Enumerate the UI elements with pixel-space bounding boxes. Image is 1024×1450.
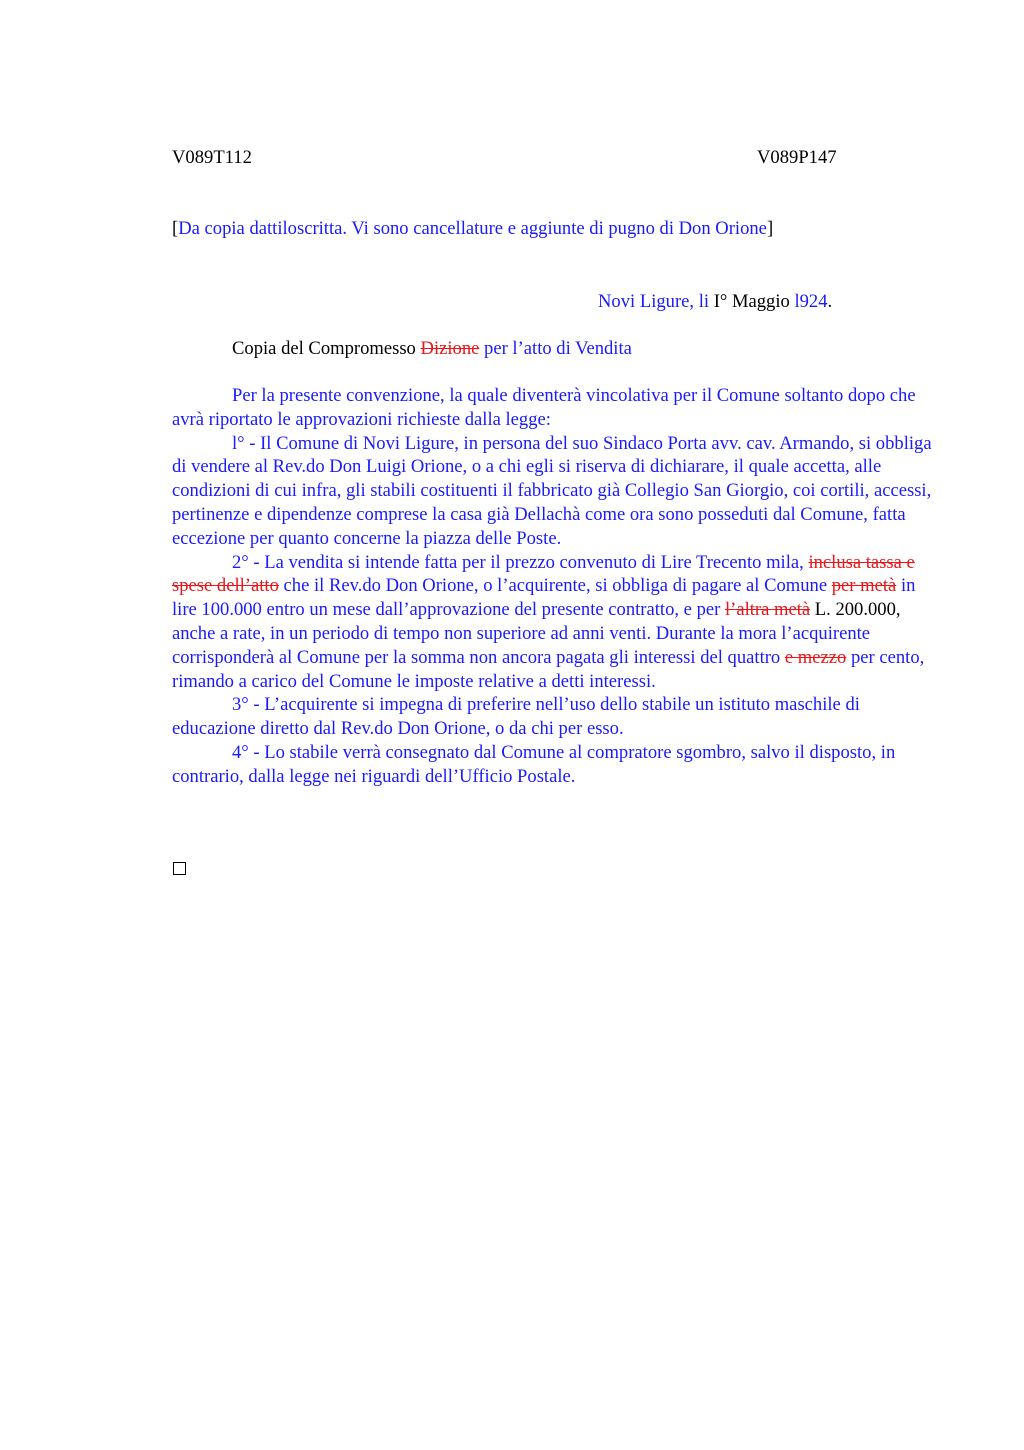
document-title xyxy=(232,337,632,361)
art2-amount: L. 200.000, xyxy=(814,599,901,621)
title-suffix: per l’atto di Vendita xyxy=(484,338,632,359)
art2-part5: per cento, rimando a carico del Comune le imposte relative a detti interessi. xyxy=(172,646,925,692)
header-right-code: V089P147 xyxy=(757,147,837,168)
dateline-place: Novi Ligure, li xyxy=(598,291,710,312)
editorial-note xyxy=(172,217,773,241)
art2-part4: anche a rate, in un periodo di tempo non superiore ad anni venti. Durante la mora l’acquirente corrisponderà al Comune per la somma non ancora pagata gli interessi del quattro xyxy=(172,622,871,668)
dateline xyxy=(598,290,832,314)
art2-part2: che il Rev.do Don Orione, o l’acquirente, si obbliga di pagare al Comune xyxy=(283,575,828,597)
art2-part1: 2° - La vendita si intende fatta per il prezzo convenuto di Lire Trecento mila, xyxy=(232,551,804,573)
title-prefix: Copia del Compromesso xyxy=(232,338,416,359)
note-close-bracket: ] xyxy=(766,218,774,239)
dateline-year: l924 xyxy=(794,291,828,312)
paragraph-article-2 xyxy=(172,551,932,694)
paragraph-article-4: 4° - Lo stabile verrà consegnato dal Comune al compratore sgombro, salvo il disposto, in contrario, dalla legge nei riguardi dell’Ufficio Postale. xyxy=(172,741,896,787)
dateline-day: I° Maggio xyxy=(713,291,790,312)
art2-deletion-1: inclusa tassa e spese dell’atto xyxy=(172,551,915,597)
art2-part3: in lire 100.000 entro un mese dall’approvazione del presente contratto, e per xyxy=(172,575,916,621)
paragraph-article-1: l° - Il Comune di Novi Ligure, in persona del suo Sindaco Porta avv. cav. Armando, si obbliga di vendere al Rev.do Don Luigi Orione, o a chi egli si riserva di dichiarare, il quale accetta, alle condizioni di cui infra, gli stabili costituenti il fabbricato già Collegio San Giorgio, coi cortili, accessi, pertinenze e dipendenze comprese la casa già Dellachà come ora sono posseduti dal Comune, fatta eccezione per quanto concerne la piazza delle Poste. xyxy=(172,432,932,549)
art2-deletion-4: e mezzo xyxy=(784,646,847,668)
note-open-bracket: [ xyxy=(172,218,179,239)
paragraph-article-3: 3° - L’acquirente si impegna di preferire nell’uso dello stabile un istituto maschile di educazione diretto dal Rev.do Don Orione, o da chi per esso. xyxy=(172,694,860,740)
title-deleted-word: Dizione xyxy=(420,338,480,359)
dateline-period: . xyxy=(827,291,833,312)
header-left-code: V089T112 xyxy=(172,147,252,168)
paragraph-intro: Per la presente convenzione, la quale diventerà vincolativa per il Comune soltanto dopo che avrà riportato le approvazioni richieste dalla legge: xyxy=(172,385,916,430)
document-body xyxy=(172,384,932,789)
end-marker-box-icon xyxy=(173,862,186,875)
art2-deletion-3: l’altra metà xyxy=(724,599,811,621)
note-text: Da copia dattiloscritta. Vi sono cancellature e aggiunte di pugno di Don Orione xyxy=(178,218,767,239)
art2-deletion-2: per metà xyxy=(831,575,897,597)
